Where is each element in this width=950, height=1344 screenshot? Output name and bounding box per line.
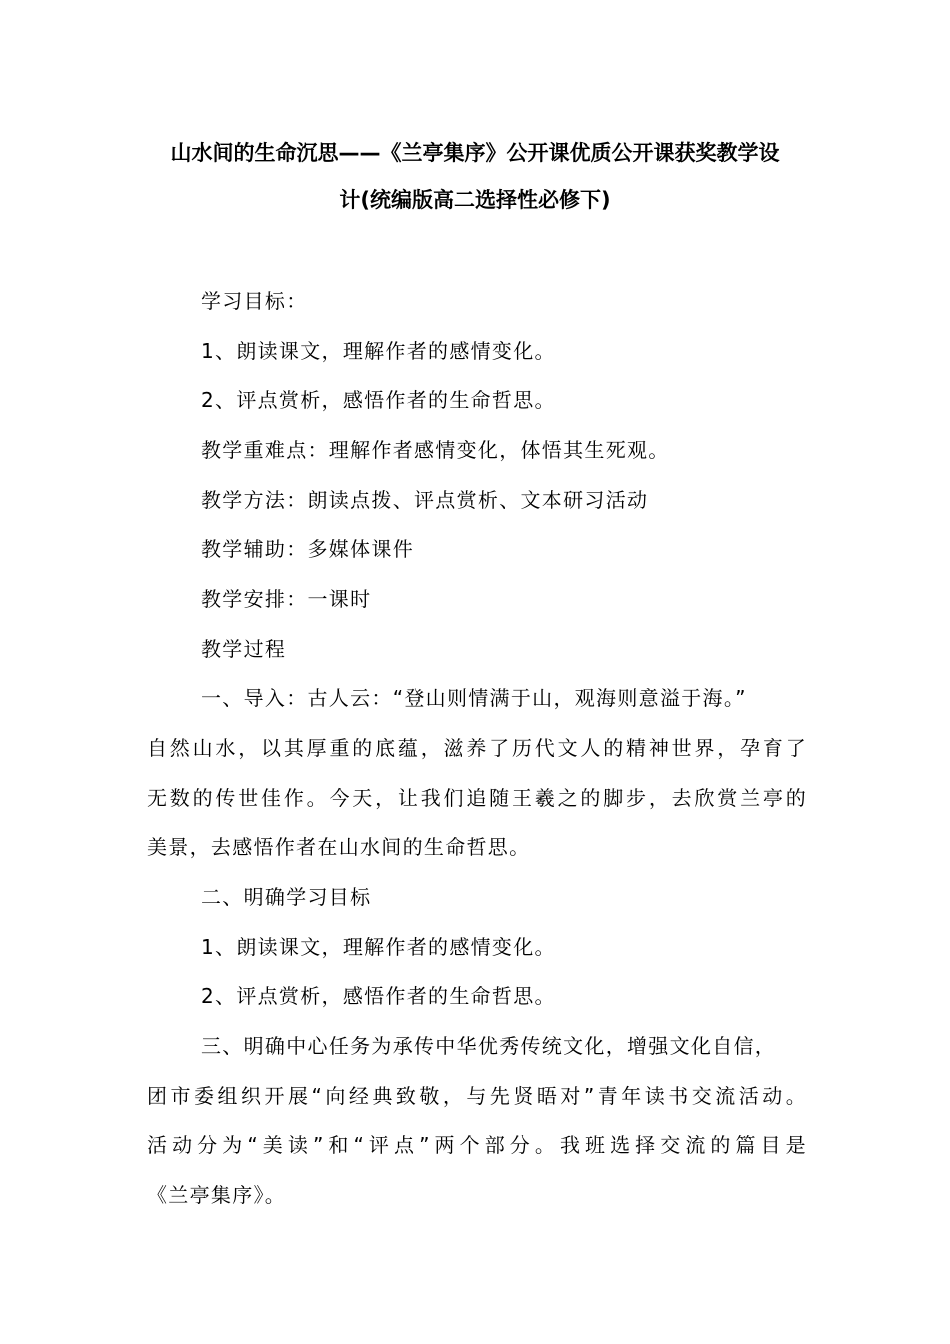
section-3-line-2: 团市委组织开展“向经典致敬，与先贤晤对”青年读书交流活动。 bbox=[147, 1084, 807, 1108]
teaching-method: 教学方法：朗读点拨、评点赏析、文本研习活动 bbox=[201, 488, 649, 512]
document-title-line-2: 计(统编版高二选择性必修下) bbox=[339, 188, 611, 212]
objective-item-1: 1、朗读课文，理解作者的感情变化。 bbox=[201, 339, 556, 363]
objectives-heading: 学习目标： bbox=[201, 289, 308, 313]
section-2-heading: 二、明确学习目标 bbox=[201, 885, 372, 909]
document-title-line-1: 山水间的生命沉思——《兰亭集序》公开课优质公开课获奖教学设 bbox=[170, 141, 780, 165]
key-difficulty: 教学重难点：理解作者感情变化，体悟其生死观。 bbox=[201, 438, 670, 462]
intro-paragraph-line-4: 美景，去感悟作者在山水间的生命哲思。 bbox=[147, 835, 531, 859]
section-3-line-1: 三、明确中心任务为承传中华优秀传统文化，增强文化自信， bbox=[201, 1034, 777, 1058]
teaching-arrangement: 教学安排：一课时 bbox=[201, 587, 372, 611]
section-2-item-1: 1、朗读课文，理解作者的感情变化。 bbox=[201, 935, 556, 959]
section-3-line-4: 《兰亭集序》。 bbox=[147, 1183, 287, 1207]
objective-item-2: 2、评点赏析，感悟作者的生命哲思。 bbox=[201, 388, 556, 412]
section-2-item-2: 2、评点赏析，感悟作者的生命哲思。 bbox=[201, 984, 556, 1008]
teaching-aids: 教学辅助：多媒体课件 bbox=[201, 537, 414, 561]
intro-paragraph-line-3: 无数的传世佳作。今天，让我们追随王羲之的脚步，去欣赏兰亭的 bbox=[147, 786, 807, 810]
intro-paragraph-line-2: 自然山水，以其厚重的底蕴，滋养了历代文人的精神世界，孕育了 bbox=[147, 736, 807, 760]
intro-paragraph-line-1: 一、导入：古人云：“登山则情满于山，观海则意溢于海。” bbox=[201, 686, 747, 710]
section-3-line-3: 活动分为“美读”和“评点”两个部分。我班选择交流的篇目是 bbox=[147, 1133, 807, 1157]
process-heading: 教学过程 bbox=[201, 637, 287, 661]
